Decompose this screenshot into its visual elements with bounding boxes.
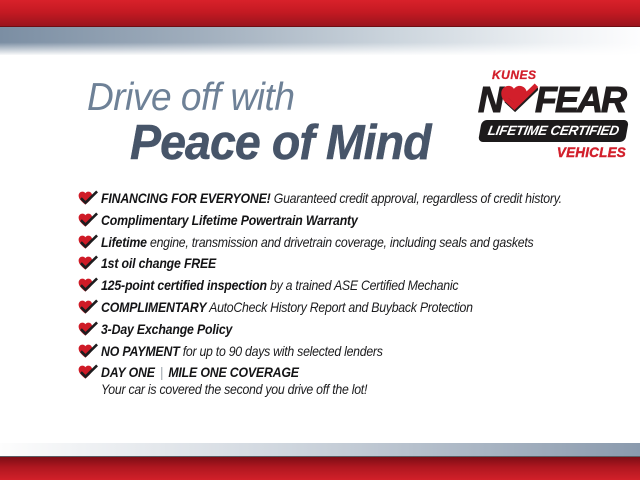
- benefit-highlight: 125-point certified inspection: [101, 277, 267, 294]
- no-fear-wordmark: [478, 81, 634, 119]
- heart-check-icon: [78, 321, 98, 338]
- separator: |: [156, 364, 167, 381]
- headline-line2: Peace of Mind: [130, 116, 431, 170]
- heart-check-icon: [78, 190, 98, 207]
- benefit-subline: Your car is covered the second you drive off the lot!: [101, 381, 368, 398]
- list-item: [78, 321, 630, 338]
- top-red-bar: [0, 0, 640, 27]
- list-item-text: [101, 299, 473, 316]
- benefit-highlight: DAY ONE: [101, 364, 155, 381]
- benefits-list: [78, 190, 630, 403]
- list-item: [78, 212, 630, 229]
- heart-check-icon: [78, 234, 98, 251]
- list-item-text: [101, 321, 232, 338]
- list-item-text: [101, 234, 533, 251]
- heart-check-icon: [500, 83, 538, 115]
- vehicles-label: VEHICLES: [556, 145, 626, 160]
- benefit-detail: AutoCheck History Report and Buyback Protection: [206, 298, 473, 315]
- headline-line1: Drive off with: [87, 76, 295, 119]
- list-item: [78, 299, 630, 316]
- bottom-gray-bar: [0, 443, 640, 457]
- list-item: [78, 364, 630, 398]
- benefit-highlight: 3-Day Exchange Policy: [101, 320, 233, 337]
- letter-n: N: [478, 79, 502, 120]
- benefit-highlight: FINANCING FOR EVERYONE!: [101, 190, 271, 206]
- benefit-highlight: Lifetime: [101, 233, 147, 250]
- heart-check-icon: [78, 212, 98, 229]
- fear-text: FEAR: [535, 79, 625, 120]
- list-item-text: [101, 277, 458, 294]
- list-item: [78, 277, 630, 294]
- list-item-text: [101, 343, 383, 360]
- heart-check-icon: [78, 255, 98, 272]
- heart-check-icon: [78, 343, 98, 360]
- list-item-text: [101, 255, 216, 272]
- bottom-red-bar: [0, 457, 640, 480]
- list-item-text: [101, 212, 358, 229]
- heart-check-icon: [78, 299, 98, 316]
- benefit-detail: Guaranteed credit approval, regardless of credit history.: [270, 190, 562, 206]
- lifetime-certified-badge: LIFETIME CERTIFIED: [478, 120, 629, 142]
- benefit-detail: by a trained ASE Certified Mechanic: [266, 277, 459, 294]
- kunes-wordmark: KUNES: [492, 68, 537, 82]
- benefit-highlight: MILE ONE COVERAGE: [168, 364, 299, 381]
- list-item-text: [101, 190, 562, 207]
- benefit-highlight: NO PAYMENT: [101, 342, 180, 359]
- kunes-no-fear-logo: [478, 68, 634, 160]
- heart-check-icon: [78, 277, 98, 294]
- heart-check-icon: [78, 364, 98, 381]
- benefit-highlight: 1st oil change FREE: [101, 255, 217, 272]
- list-item: [78, 190, 630, 207]
- list-item: [78, 343, 630, 360]
- top-gray-bar: [0, 27, 640, 55]
- benefit-detail: engine, transmission and drivetrain coverage, including seals and gaskets: [146, 233, 534, 250]
- list-item: [78, 255, 630, 272]
- list-item-text: [101, 364, 367, 398]
- benefit-highlight: Complimentary Lifetime Powertrain Warranty: [101, 211, 358, 228]
- list-item: [78, 234, 630, 251]
- benefit-detail: for up to 90 days with selected lenders: [179, 342, 383, 359]
- benefit-highlight: COMPLIMENTARY: [101, 298, 207, 315]
